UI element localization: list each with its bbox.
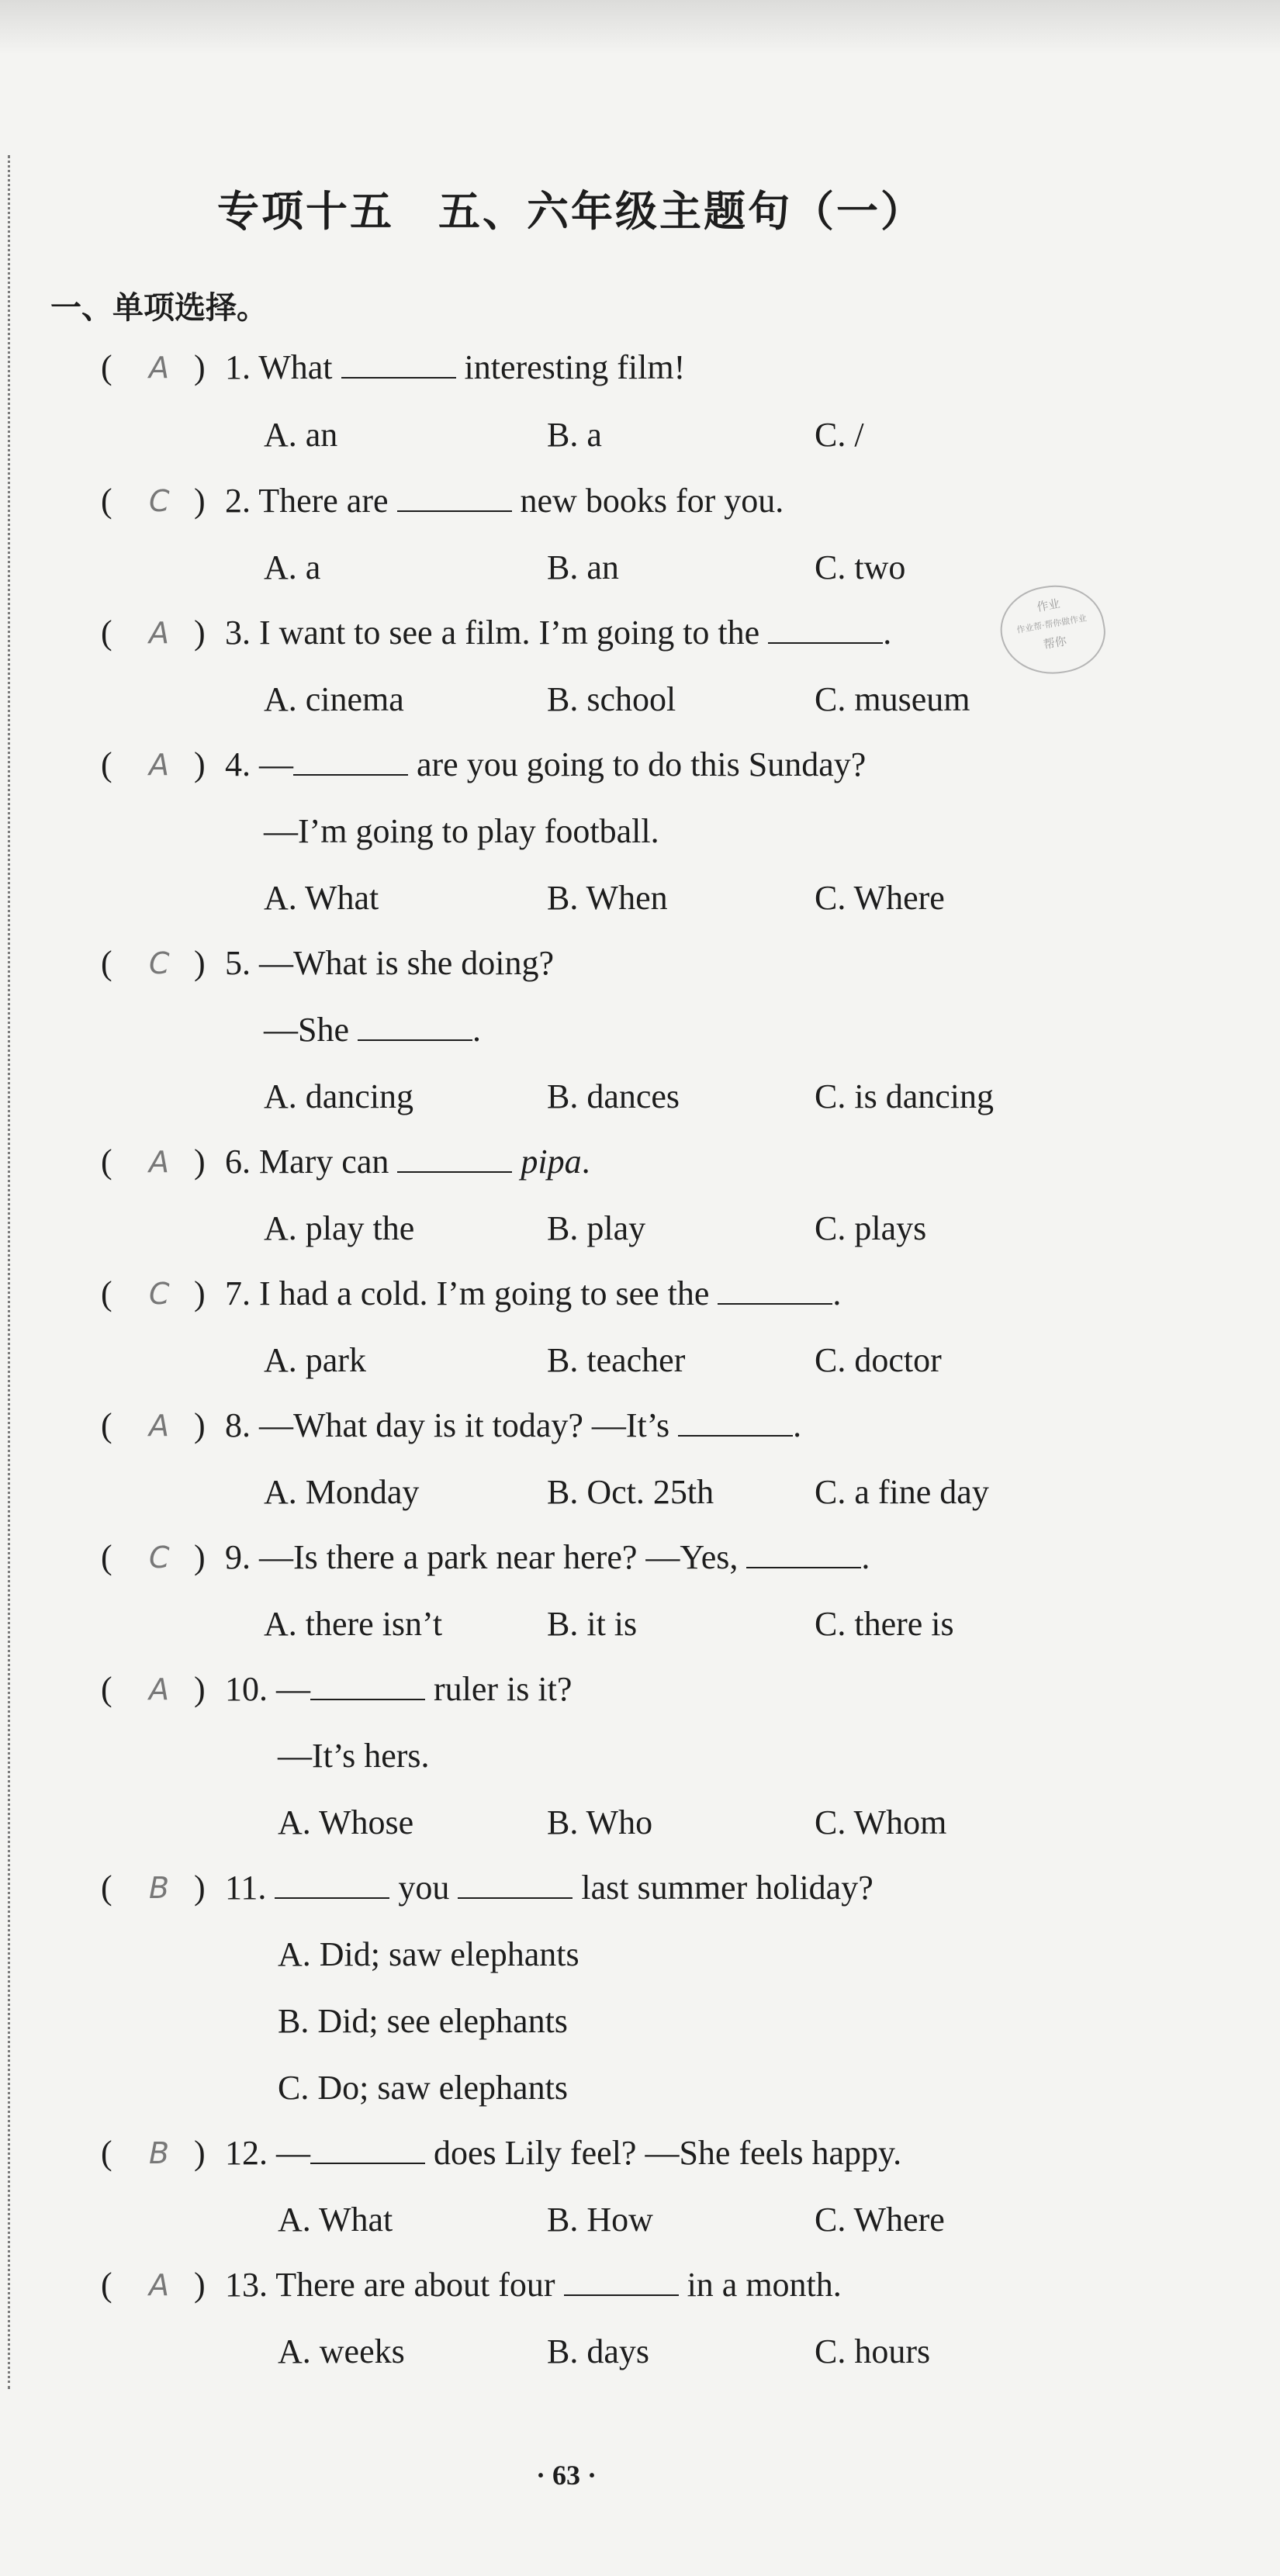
answer-mark: C (149, 1277, 170, 1311)
option-a: A. Did; saw elephants (278, 1935, 579, 1973)
paren-open: ( (101, 944, 112, 982)
paren-close: ) (194, 348, 206, 386)
answer-mark: C (149, 946, 170, 980)
option-b: B. When (547, 879, 668, 917)
paren-close: ) (194, 614, 206, 652)
paren-open: ( (101, 482, 112, 520)
answer-blank (275, 1871, 389, 1899)
paren-open: ( (101, 1143, 112, 1181)
answer-blank (310, 2136, 425, 2164)
paren-open: ( (101, 2266, 112, 2304)
option-c: C. Whom (815, 1803, 947, 1841)
option-b: B. Did; see elephants (278, 2002, 568, 2040)
paren-open: ( (101, 1670, 112, 1708)
answer-blank (564, 2268, 679, 2296)
option-b: B. Who (547, 1803, 653, 1841)
answer-mark: C (149, 484, 170, 518)
paren-open: ( (101, 745, 112, 783)
question-text: 12. — does Lily feel? —She feels happy. (225, 2134, 902, 2172)
option-c: C. doctor (815, 1341, 942, 1379)
question-reply: —I’m going to play football. (264, 812, 659, 850)
option-b: B. a (547, 416, 602, 454)
answer-blank (718, 1277, 832, 1305)
paren-open: ( (101, 1406, 112, 1444)
question-reply: —It’s hers. (278, 1737, 430, 1775)
binding-dotted-line (8, 155, 10, 2389)
option-b: B. dances (547, 1077, 680, 1115)
answer-mark: A (149, 616, 169, 650)
option-c: C. is dancing (815, 1077, 994, 1115)
option-c: C. plays (815, 1209, 927, 1247)
option-c: C. two (815, 548, 906, 586)
paren-close: ) (194, 1406, 206, 1444)
question-text: 6. Mary can pipa. (225, 1143, 590, 1181)
section-heading: 一、单项选择。 (50, 290, 268, 326)
question-text: 9. —Is there a park near here? —Yes, . (225, 1538, 870, 1576)
watermark-stamp: 作业 作业帮·帮你做作业 帮你 (994, 577, 1112, 683)
answer-blank (397, 1145, 512, 1173)
option-a: A. dancing (264, 1077, 414, 1115)
option-a: A. park (264, 1341, 366, 1379)
answer-mark: C (149, 1540, 170, 1575)
option-c: C. Where (815, 879, 945, 917)
option-c: C. / (815, 416, 864, 454)
paren-open: ( (101, 614, 112, 652)
option-a: A. Whose (278, 1803, 414, 1841)
answer-blank (746, 1540, 861, 1568)
paren-close: ) (194, 1670, 206, 1708)
question-text: 2. There are new books for you. (225, 482, 784, 520)
option-b: B. How (547, 2201, 653, 2239)
paren-close: ) (194, 2266, 206, 2304)
answer-blank (397, 484, 512, 512)
answer-mark: A (149, 1409, 169, 1443)
option-a: A. a (264, 548, 321, 586)
answer-blank (341, 351, 456, 379)
option-a: A. an (264, 416, 338, 454)
paren-close: ) (194, 1869, 206, 1907)
question-text: 11. you last summer holiday? (225, 1869, 874, 1907)
paren-close: ) (194, 2134, 206, 2172)
option-b: B. Oct. 25th (547, 1473, 714, 1511)
answer-mark: B (149, 1871, 170, 1905)
answer-mark: A (149, 351, 169, 385)
paren-close: ) (194, 1143, 206, 1181)
question-text: 5. —What is she doing? (225, 944, 555, 982)
option-c: C. Where (815, 2201, 945, 2239)
scan-shadow (0, 0, 1280, 54)
option-b: B. school (547, 680, 676, 718)
answer-blank (678, 1409, 793, 1437)
question-text: 8. —What day is it today? —It’s . (225, 1406, 802, 1444)
option-a: A. Monday (264, 1473, 420, 1511)
answer-mark: B (149, 2136, 170, 2170)
answer-blank (310, 1672, 425, 1700)
option-a: A. What (264, 879, 379, 917)
option-a: A. weeks (278, 2332, 405, 2370)
option-b: B. it is (547, 1605, 638, 1643)
paren-close: ) (194, 482, 206, 520)
option-b: B. an (547, 548, 619, 586)
question-text: 3. I want to see a film. I’m going to the . (225, 614, 892, 652)
option-c: C. a fine day (815, 1473, 989, 1511)
option-a: A. What (278, 2201, 393, 2239)
answer-blank (358, 1013, 472, 1041)
option-c: C. museum (815, 680, 970, 718)
answer-mark: A (149, 1672, 169, 1706)
option-b: B. teacher (547, 1341, 686, 1379)
paren-open: ( (101, 348, 112, 386)
option-b: B. play (547, 1209, 646, 1247)
option-c: C. Do; saw elephants (278, 2069, 568, 2107)
answer-blank (768, 616, 883, 644)
question-text: 13. There are about four in a month. (225, 2266, 842, 2304)
question-reply: —She . (264, 1011, 481, 1049)
paren-close: ) (194, 1274, 206, 1312)
answer-blank (458, 1871, 573, 1899)
page-title: 专项十五 五、六年级主题句（一） (217, 187, 925, 236)
option-c: C. there is (815, 1605, 954, 1643)
option-a: A. play the (264, 1209, 415, 1247)
answer-blank (293, 748, 408, 776)
question-text: 1. What interesting film! (225, 348, 686, 386)
page-number: · 63 · (535, 2460, 597, 2491)
answer-mark: A (149, 1145, 169, 1179)
option-a: A. cinema (264, 680, 404, 718)
paren-open: ( (101, 1274, 112, 1312)
answer-mark: A (149, 2268, 169, 2302)
paren-close: ) (194, 944, 206, 982)
paren-open: ( (101, 1869, 112, 1907)
paren-open: ( (101, 2134, 112, 2172)
option-b: B. days (547, 2332, 649, 2370)
paren-close: ) (194, 745, 206, 783)
paren-open: ( (101, 1538, 112, 1576)
question-text: 10. — ruler is it? (225, 1670, 573, 1708)
question-text: 7. I had a cold. I’m going to see the . (225, 1274, 842, 1312)
option-a: A. there isn’t (264, 1605, 443, 1643)
option-c: C. hours (815, 2332, 931, 2370)
paren-close: ) (194, 1538, 206, 1576)
question-text: 4. — are you going to do this Sunday? (225, 745, 867, 783)
answer-mark: A (149, 748, 169, 782)
